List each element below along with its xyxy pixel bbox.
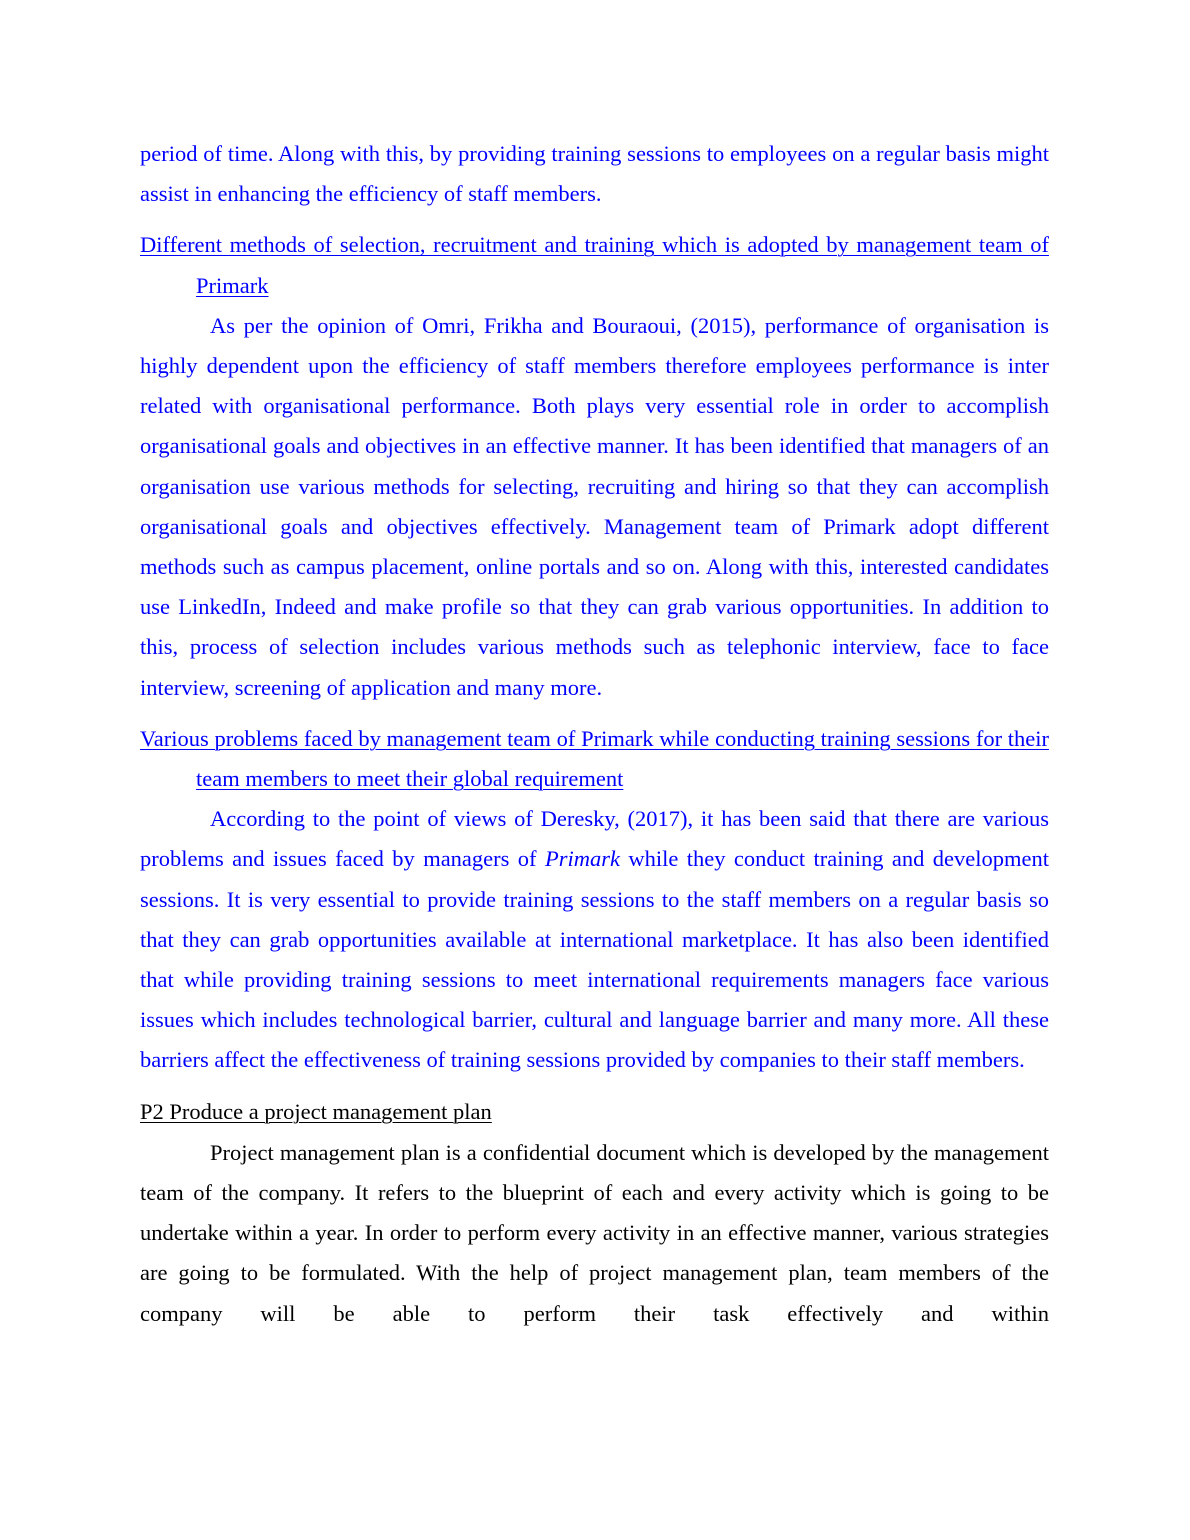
document-page — [140, 134, 1049, 1334]
section2-text-end: while they conduct training and development sessions. It is very essential to provide training sessions to the staff members on a regular basis so that they can grab opportunities available at international marketplace. It has also been identified that while providing training sessions to meet international requirements managers face various issues which includes technological barrier, cultural and language barrier and many more. All these barriers affect the effectiveness of training sessions provided by companies to their staff members. — [140, 846, 1049, 1073]
section1-heading: Different methods of selection, recruitment and training which is adopted by management team of Primark — [140, 232, 1049, 298]
section2-paragraph — [140, 799, 1049, 1080]
section1-paragraph: As per the opinion of Omri, Frikha and Bouraoui, (2015), performance of organisation is highly dependent upon the efficiency of staff members therefore employees performance is inter related with organisational performance. Both plays very essential role in order to accomplish organisational goals and objectives in an effective manner. It has been identified that managers of an organisation use various methods for selecting, recruiting and hiring so that they can accomplish organisational goals and objectives effectively. Management team of Primark adopt different methods such as campus placement, online portals and so on. Along with this, interested candidates use LinkedIn, Indeed and make profile so that they can grab various opportunities. In addition to this, process of selection includes various methods such as telephonic interview, face to face interview, screening of application and many more. — [140, 312, 1049, 700]
section2-heading: Various problems faced by management team of Primark while conducting training sessions for their team members to meet their global requirement — [140, 725, 1049, 792]
section2-text-start: According to the point of views of Deresky, (2017), it has been said that there are various problems and issues faced by managers of — [140, 806, 1049, 872]
section2-italic-company: Primark — [544, 846, 620, 872]
section3-paragraph: Project management plan is a confidential document which is developed by the management team of the company. It refers to the blueprint of each and every activity which is going to be undertake within a year. In order to perform every activity in an effective manner, various strategies are going to be formulated. With the help of project management plan, team members of the company will be able to perform their task effectively and within — [140, 1139, 1049, 1326]
intro-continuation-paragraph: period of time. Along with this, by providing training sessions to employees on a regular basis might assist in enhancing the efficiency of staff members. — [140, 141, 1049, 207]
section3-heading: P2 Produce a project management plan — [140, 1098, 492, 1124]
